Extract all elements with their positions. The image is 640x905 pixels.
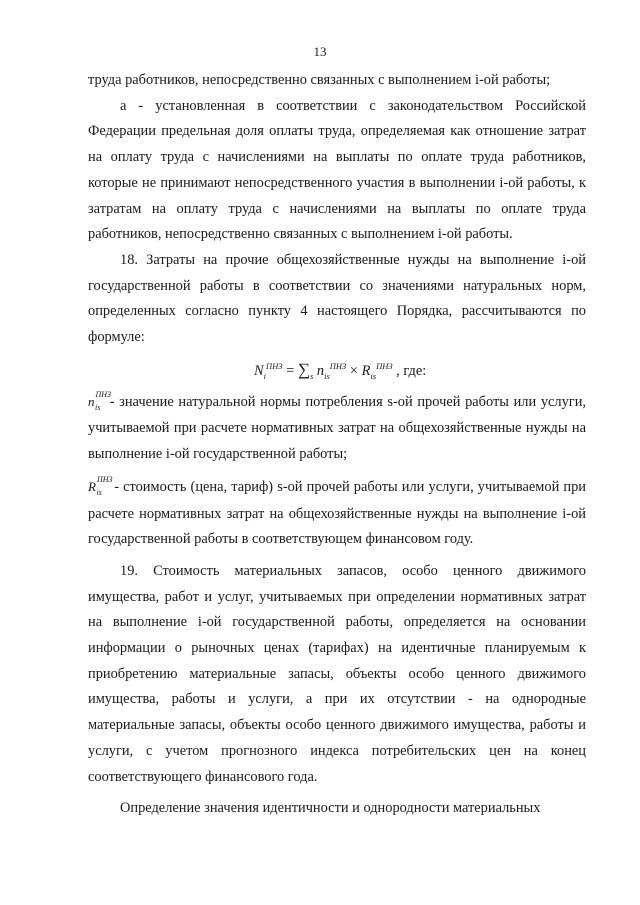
paragraph-18: 18. Затраты на прочие общехозяйственные нужды на выполнение i-ой государственной работы в соответствии со значениями натуральных норм, определенных согласно пункту 4 настоящего Порядка, рассчитываются по формуле: bbox=[88, 251, 586, 346]
formula-equals: = bbox=[286, 362, 295, 379]
variable-r-symbol: $R^{ПНЗ}_{is}$ bbox=[88, 474, 113, 497]
paragraph-last: Определение значения идентичности и однородности материальных bbox=[120, 800, 541, 817]
formula-times: × bbox=[349, 362, 358, 379]
formula-r-term: $R_{is}^{ПНЗ}$ bbox=[361, 360, 393, 381]
document-body bbox=[88, 68, 586, 822]
paragraph-2: a - установленная в соответствии с законодательством Российской Федерации предельная доля оплаты труда, определяемая как отношение затрат на оплату труда с начислениями на выплаты по оплате труда работников, которые не принимают непосредственного участия в выполнении i-ой работы, к затратам на оплату труда с начислениями на выплаты по оплате труда работников, непосредственно связанных с выполнением i-ой работы. bbox=[88, 97, 586, 243]
page-number: 13 bbox=[313, 44, 327, 59]
formula-sum-index: s bbox=[309, 370, 314, 381]
formula-sum-sign: ∑ bbox=[297, 359, 310, 379]
formula-lhs: $N_i^{ПНЗ}$ bbox=[254, 360, 283, 381]
formula-n-term: $n_{is}^{ПНЗ}$ bbox=[316, 360, 347, 381]
paragraph-19: 19. Стоимость материальных запасов, особо ценного движимого имущества, работ и услуг, учитываемых при определении нормативных затрат на выполнение i-ой государственной работы, определяется на основании информации о рыночных ценах (тарифах) на идентичные планируемым к приобретению материальные запасы, объекты особо ценного движимого имущества, работы и услуги, а при их отсутствии - на однородные материальные запасы, объекты особо ценного движимого имущества, работы и услуги, с учетом прогнозного индекса потребительских цен на конец соответствующего финансового года. bbox=[88, 562, 586, 785]
definition-r bbox=[88, 474, 586, 553]
definition-n-text: - значение натуральной нормы потребления s-ой прочей работы или услуги, учитываемой при расчете нормативных затрат на общехозяйственные нужды на выполнение i-ой государственной работы; bbox=[88, 393, 586, 463]
definition-n bbox=[88, 389, 586, 468]
variable-n-symbol: $n^{ПНЗ}_{is}$ bbox=[88, 389, 112, 412]
formula-suffix: , где: bbox=[396, 362, 427, 379]
paragraph-1: труда работников, непосредственно связанных с выполнением i-ой работы; bbox=[88, 72, 551, 88]
definition-r-text: - стоимость (цена, тариф) s-ой прочей работы или услуги, учитываемой при расчете нормативных затрат на общехозяйственные нужды на выполнение i-ой государственной работы в соответствующем финансовом году. bbox=[88, 478, 586, 548]
formula bbox=[88, 351, 586, 389]
